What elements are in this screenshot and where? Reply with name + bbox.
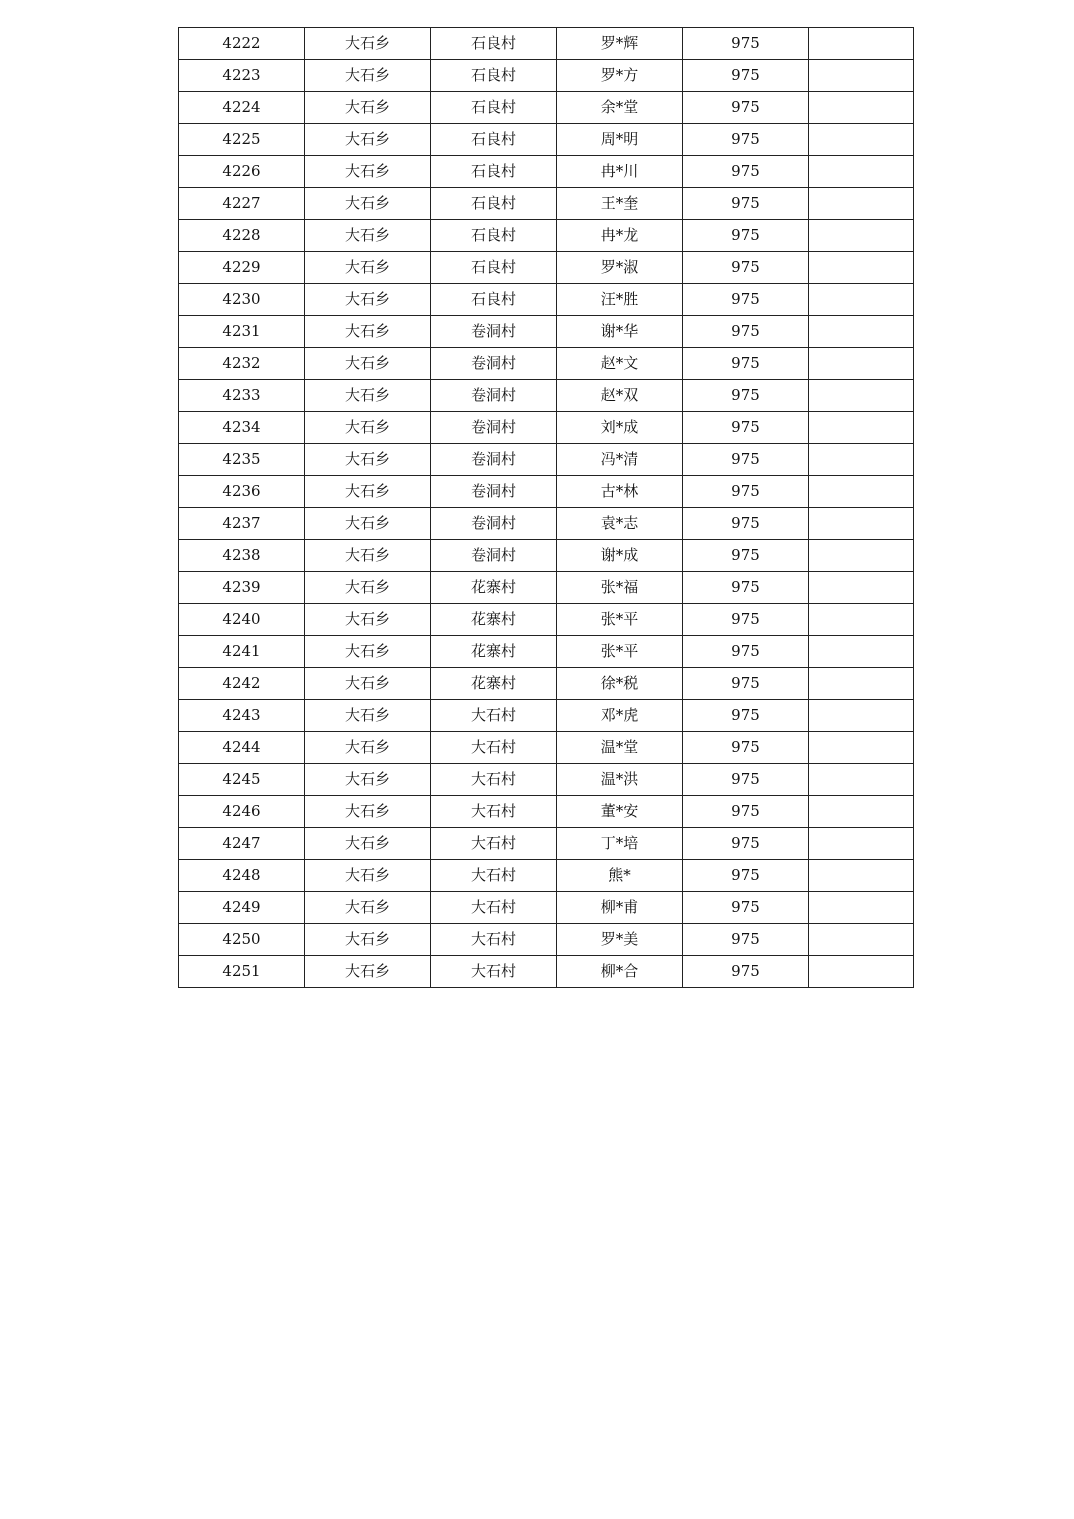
village-cell: 石良村 — [431, 156, 557, 188]
table-row — [179, 572, 914, 604]
village-cell: 卷洞村 — [431, 444, 557, 476]
town-cell: 大石乡 — [305, 572, 431, 604]
table-row — [179, 604, 914, 636]
note-cell — [809, 892, 914, 924]
serial-number-cell: 4239 — [179, 572, 305, 604]
serial-number-cell: 4233 — [179, 380, 305, 412]
table-row — [179, 444, 914, 476]
amount-cell: 975 — [683, 700, 809, 732]
table-row — [179, 252, 914, 284]
name-cell: 张*福 — [557, 572, 683, 604]
name-cell: 赵*文 — [557, 348, 683, 380]
table-row — [179, 188, 914, 220]
name-cell: 罗*方 — [557, 60, 683, 92]
table-row — [179, 412, 914, 444]
note-cell — [809, 668, 914, 700]
town-cell: 大石乡 — [305, 956, 431, 988]
amount-cell: 975 — [683, 956, 809, 988]
village-cell: 卷洞村 — [431, 476, 557, 508]
village-cell: 石良村 — [431, 284, 557, 316]
note-cell — [809, 316, 914, 348]
note-cell — [809, 444, 914, 476]
table-row — [179, 860, 914, 892]
name-cell: 王*奎 — [557, 188, 683, 220]
town-cell: 大石乡 — [305, 476, 431, 508]
serial-number-cell: 4237 — [179, 508, 305, 540]
note-cell — [809, 732, 914, 764]
name-cell: 丁*培 — [557, 828, 683, 860]
town-cell: 大石乡 — [305, 604, 431, 636]
name-cell: 柳*甫 — [557, 892, 683, 924]
note-cell — [809, 924, 914, 956]
village-cell: 花寨村 — [431, 604, 557, 636]
town-cell: 大石乡 — [305, 348, 431, 380]
table-row — [179, 892, 914, 924]
table-row — [179, 636, 914, 668]
serial-number-cell: 4227 — [179, 188, 305, 220]
village-cell: 大石村 — [431, 764, 557, 796]
name-cell: 余*堂 — [557, 92, 683, 124]
note-cell — [809, 956, 914, 988]
table-row — [179, 220, 914, 252]
note-cell — [809, 508, 914, 540]
amount-cell: 975 — [683, 124, 809, 156]
amount-cell: 975 — [683, 92, 809, 124]
town-cell: 大石乡 — [305, 828, 431, 860]
town-cell: 大石乡 — [305, 284, 431, 316]
town-cell: 大石乡 — [305, 220, 431, 252]
serial-number-cell: 4249 — [179, 892, 305, 924]
amount-cell: 975 — [683, 860, 809, 892]
village-cell: 卷洞村 — [431, 380, 557, 412]
serial-number-cell: 4225 — [179, 124, 305, 156]
name-cell: 熊* — [557, 860, 683, 892]
village-cell: 石良村 — [431, 188, 557, 220]
serial-number-cell: 4226 — [179, 156, 305, 188]
town-cell: 大石乡 — [305, 732, 431, 764]
amount-cell: 975 — [683, 252, 809, 284]
name-cell: 古*林 — [557, 476, 683, 508]
note-cell — [809, 540, 914, 572]
village-cell: 石良村 — [431, 220, 557, 252]
note-cell — [809, 828, 914, 860]
table-row — [179, 60, 914, 92]
village-cell: 卷洞村 — [431, 412, 557, 444]
amount-cell: 975 — [683, 412, 809, 444]
amount-cell: 975 — [683, 476, 809, 508]
amount-cell: 975 — [683, 28, 809, 60]
serial-number-cell: 4251 — [179, 956, 305, 988]
note-cell — [809, 476, 914, 508]
amount-cell: 975 — [683, 284, 809, 316]
name-cell: 冉*龙 — [557, 220, 683, 252]
town-cell: 大石乡 — [305, 636, 431, 668]
serial-number-cell: 4245 — [179, 764, 305, 796]
serial-number-cell: 4222 — [179, 28, 305, 60]
serial-number-cell: 4250 — [179, 924, 305, 956]
serial-number-cell: 4232 — [179, 348, 305, 380]
town-cell: 大石乡 — [305, 124, 431, 156]
serial-number-cell: 4247 — [179, 828, 305, 860]
note-cell — [809, 92, 914, 124]
table-row — [179, 732, 914, 764]
amount-cell: 975 — [683, 636, 809, 668]
serial-number-cell: 4223 — [179, 60, 305, 92]
table-row — [179, 156, 914, 188]
roster-table — [178, 27, 914, 988]
table-row — [179, 956, 914, 988]
table-row — [179, 28, 914, 60]
amount-cell: 975 — [683, 540, 809, 572]
serial-number-cell: 4241 — [179, 636, 305, 668]
note-cell — [809, 220, 914, 252]
amount-cell: 975 — [683, 60, 809, 92]
amount-cell: 975 — [683, 604, 809, 636]
town-cell: 大石乡 — [305, 188, 431, 220]
note-cell — [809, 604, 914, 636]
serial-number-cell: 4242 — [179, 668, 305, 700]
town-cell: 大石乡 — [305, 860, 431, 892]
table-row — [179, 700, 914, 732]
name-cell: 袁*志 — [557, 508, 683, 540]
amount-cell: 975 — [683, 380, 809, 412]
name-cell: 张*平 — [557, 604, 683, 636]
note-cell — [809, 796, 914, 828]
table-row — [179, 284, 914, 316]
town-cell: 大石乡 — [305, 764, 431, 796]
name-cell: 赵*双 — [557, 380, 683, 412]
serial-number-cell: 4238 — [179, 540, 305, 572]
note-cell — [809, 348, 914, 380]
name-cell: 温*洪 — [557, 764, 683, 796]
serial-number-cell: 4234 — [179, 412, 305, 444]
name-cell: 柳*合 — [557, 956, 683, 988]
town-cell: 大石乡 — [305, 796, 431, 828]
table-row — [179, 924, 914, 956]
name-cell: 冉*川 — [557, 156, 683, 188]
note-cell — [809, 188, 914, 220]
serial-number-cell: 4246 — [179, 796, 305, 828]
amount-cell: 975 — [683, 220, 809, 252]
amount-cell: 975 — [683, 572, 809, 604]
table-row — [179, 124, 914, 156]
village-cell: 大石村 — [431, 924, 557, 956]
village-cell: 卷洞村 — [431, 540, 557, 572]
village-cell: 卷洞村 — [431, 508, 557, 540]
town-cell: 大石乡 — [305, 92, 431, 124]
serial-number-cell: 4224 — [179, 92, 305, 124]
village-cell: 石良村 — [431, 92, 557, 124]
table-row — [179, 668, 914, 700]
name-cell: 邓*虎 — [557, 700, 683, 732]
name-cell: 刘*成 — [557, 412, 683, 444]
note-cell — [809, 252, 914, 284]
town-cell: 大石乡 — [305, 508, 431, 540]
town-cell: 大石乡 — [305, 892, 431, 924]
table-row — [179, 348, 914, 380]
name-cell: 周*明 — [557, 124, 683, 156]
amount-cell: 975 — [683, 444, 809, 476]
village-cell: 花寨村 — [431, 572, 557, 604]
serial-number-cell: 4228 — [179, 220, 305, 252]
serial-number-cell: 4235 — [179, 444, 305, 476]
note-cell — [809, 764, 914, 796]
amount-cell: 975 — [683, 924, 809, 956]
table-row — [179, 828, 914, 860]
village-cell: 大石村 — [431, 956, 557, 988]
serial-number-cell: 4229 — [179, 252, 305, 284]
note-cell — [809, 60, 914, 92]
village-cell: 石良村 — [431, 252, 557, 284]
serial-number-cell: 4248 — [179, 860, 305, 892]
name-cell: 谢*华 — [557, 316, 683, 348]
note-cell — [809, 572, 914, 604]
village-cell: 大石村 — [431, 892, 557, 924]
amount-cell: 975 — [683, 892, 809, 924]
village-cell: 大石村 — [431, 732, 557, 764]
note-cell — [809, 156, 914, 188]
note-cell — [809, 412, 914, 444]
amount-cell: 975 — [683, 508, 809, 540]
town-cell: 大石乡 — [305, 540, 431, 572]
village-cell: 石良村 — [431, 60, 557, 92]
town-cell: 大石乡 — [305, 156, 431, 188]
table-row — [179, 476, 914, 508]
note-cell — [809, 860, 914, 892]
amount-cell: 975 — [683, 796, 809, 828]
village-cell: 花寨村 — [431, 636, 557, 668]
note-cell — [809, 124, 914, 156]
table-row — [179, 92, 914, 124]
serial-number-cell: 4231 — [179, 316, 305, 348]
name-cell: 冯*清 — [557, 444, 683, 476]
village-cell: 石良村 — [431, 124, 557, 156]
serial-number-cell: 4236 — [179, 476, 305, 508]
town-cell: 大石乡 — [305, 380, 431, 412]
village-cell: 大石村 — [431, 860, 557, 892]
village-cell: 卷洞村 — [431, 316, 557, 348]
village-cell: 大石村 — [431, 700, 557, 732]
town-cell: 大石乡 — [305, 668, 431, 700]
town-cell: 大石乡 — [305, 924, 431, 956]
town-cell: 大石乡 — [305, 444, 431, 476]
serial-number-cell: 4230 — [179, 284, 305, 316]
name-cell: 董*安 — [557, 796, 683, 828]
table-row — [179, 380, 914, 412]
village-cell: 大石村 — [431, 828, 557, 860]
note-cell — [809, 28, 914, 60]
table-row — [179, 540, 914, 572]
name-cell: 汪*胜 — [557, 284, 683, 316]
name-cell: 罗*辉 — [557, 28, 683, 60]
town-cell: 大石乡 — [305, 412, 431, 444]
name-cell: 罗*美 — [557, 924, 683, 956]
roster-table-body — [179, 28, 914, 988]
town-cell: 大石乡 — [305, 28, 431, 60]
amount-cell: 975 — [683, 316, 809, 348]
name-cell: 温*堂 — [557, 732, 683, 764]
note-cell — [809, 380, 914, 412]
amount-cell: 975 — [683, 764, 809, 796]
note-cell — [809, 700, 914, 732]
village-cell: 石良村 — [431, 28, 557, 60]
village-cell: 卷洞村 — [431, 348, 557, 380]
name-cell: 罗*淑 — [557, 252, 683, 284]
serial-number-cell: 4244 — [179, 732, 305, 764]
village-cell: 大石村 — [431, 796, 557, 828]
town-cell: 大石乡 — [305, 316, 431, 348]
note-cell — [809, 636, 914, 668]
note-cell — [809, 284, 914, 316]
amount-cell: 975 — [683, 828, 809, 860]
amount-cell: 975 — [683, 668, 809, 700]
amount-cell: 975 — [683, 348, 809, 380]
table-row — [179, 316, 914, 348]
amount-cell: 975 — [683, 188, 809, 220]
name-cell: 张*平 — [557, 636, 683, 668]
table-row — [179, 508, 914, 540]
serial-number-cell: 4243 — [179, 700, 305, 732]
amount-cell: 975 — [683, 732, 809, 764]
name-cell: 谢*成 — [557, 540, 683, 572]
town-cell: 大石乡 — [305, 700, 431, 732]
amount-cell: 975 — [683, 156, 809, 188]
table-row — [179, 764, 914, 796]
town-cell: 大石乡 — [305, 252, 431, 284]
name-cell: 徐*税 — [557, 668, 683, 700]
serial-number-cell: 4240 — [179, 604, 305, 636]
table-row — [179, 796, 914, 828]
village-cell: 花寨村 — [431, 668, 557, 700]
town-cell: 大石乡 — [305, 60, 431, 92]
